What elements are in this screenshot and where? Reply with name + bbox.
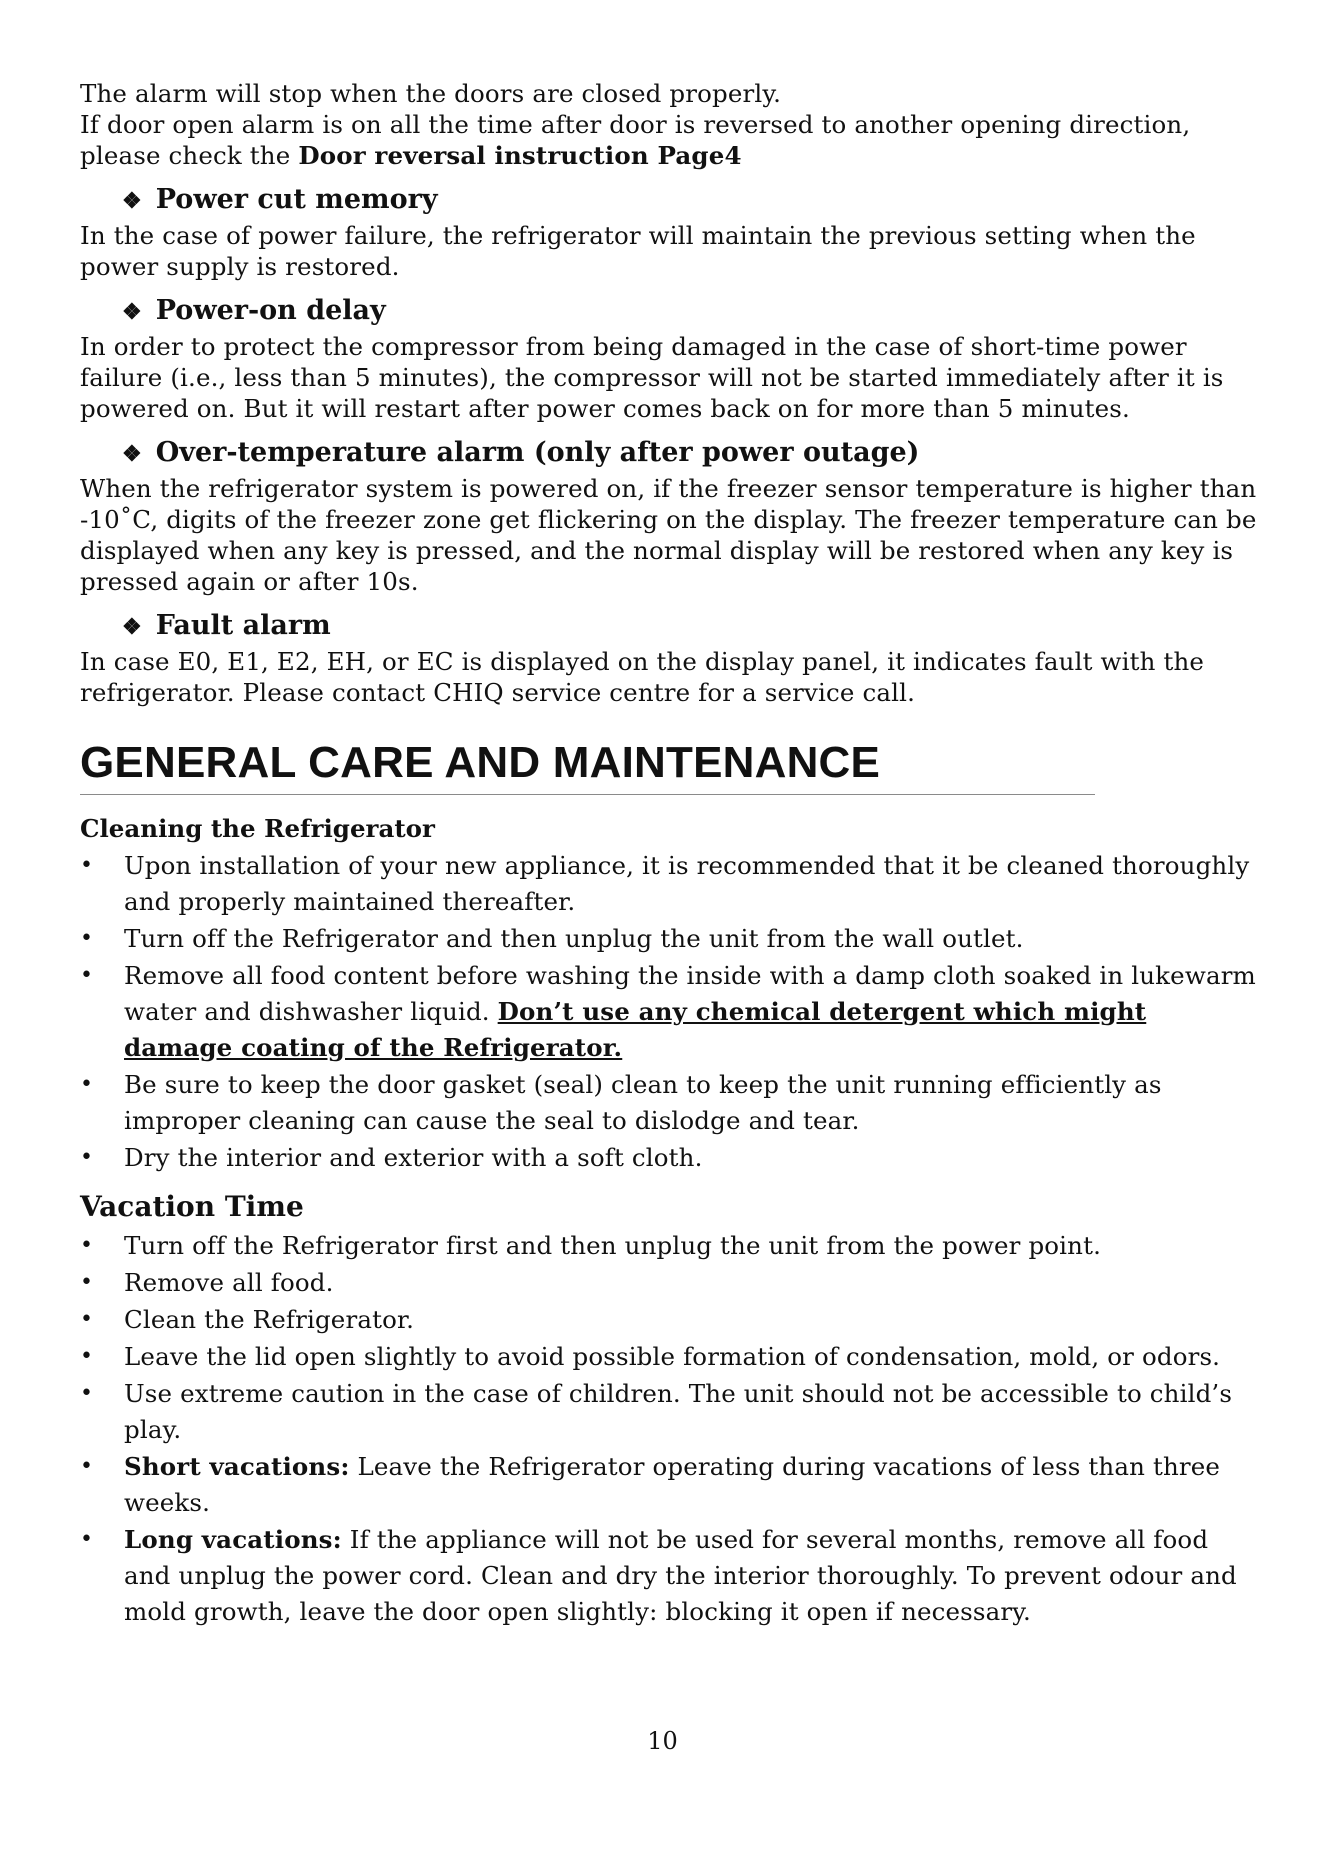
list-item — [80, 1522, 1260, 1630]
feature-title: Over-temperature alarm (only after power outage) — [155, 437, 920, 468]
long-vacations-label: Long vacations: — [124, 1525, 342, 1554]
list-item — [80, 1449, 1260, 1521]
diamond-bullet-icon: ❖ — [122, 441, 142, 467]
feature-heading-power-cut-memory — [122, 183, 1260, 218]
list-item: • Turn off the Refrigerator first and then unplug the unit from the power point. — [80, 1228, 1260, 1264]
list-item: • Dry the interior and exterior with a soft cloth. — [80, 1140, 1260, 1176]
intro-line-2 — [80, 109, 1260, 171]
feature-body-power-on-delay: In order to protect the compressor from being damaged in the case of short-time power failure (i.e., less than 5 minutes), the compressor will not be started immediately after it is powered on. But it will restart after power comes back on for more than 5 minutes. — [80, 332, 1224, 423]
page-number: 10 — [647, 1727, 678, 1755]
intro-line-2-text: If door open alarm is on all the time after door is reversed to another opening direction, please check the — [80, 110, 1191, 170]
cleaning-list — [80, 848, 1260, 1176]
vacation-list — [80, 1228, 1260, 1630]
diamond-bullet-icon: ❖ — [122, 614, 142, 640]
section-title: GENERAL CARE AND MAINTENANCE — [80, 738, 1095, 795]
list-item: • Use extreme caution in the case of children. The unit should not be accessible to child’s play. — [80, 1376, 1260, 1448]
feature-heading-power-on-delay — [122, 294, 1260, 329]
list-item — [80, 958, 1260, 1066]
list-item: • Clean the Refrigerator. — [80, 1302, 1260, 1338]
short-vacations-label: Short vacations: — [124, 1452, 350, 1481]
feature-body-over-temperature-alarm: When the refrigerator system is powered on, if the freezer sensor temperature is higher than -10˚C, digits of the freezer zone get flickering on the display. The freezer temperature can be displayed when any key is pressed, and the normal display will be restored when any key is pressed again or after 10s. — [80, 474, 1257, 596]
feature-body-power-cut-memory: In the case of power failure, the refrigerator will maintain the previous setting when the power supply is restored. — [80, 221, 1196, 281]
list-item-text: If the appliance will not be used for several months, remove all food and unplug the power cord. Clean and dry the interior thoroughly. To prevent odour and mold growth, leave the door open slightly: blocking it open if necessary. — [124, 1525, 1237, 1626]
list-item: • Upon installation of your new appliance, it is recommended that it be cleaned thoroughly and properly maintained thereafter. — [80, 848, 1260, 920]
list-item: • Leave the lid open slightly to avoid possible formation of condensation, mold, or odors. — [80, 1339, 1260, 1375]
list-item: • Be sure to keep the door gasket (seal) clean to keep the unit running efficiently as improper cleaning can cause the seal to dislodge and tear. — [80, 1067, 1260, 1139]
cleaning-heading: Cleaning the Refrigerator — [80, 814, 435, 843]
diamond-bullet-icon: ❖ — [122, 188, 142, 214]
intro-line-1: The alarm will stop when the doors are closed properly. — [80, 79, 782, 108]
manual-page — [80, 78, 1260, 1631]
list-item: • Turn off the Refrigerator and then unplug the unit from the wall outlet. — [80, 921, 1260, 957]
diamond-bullet-icon: ❖ — [122, 299, 142, 325]
list-item: • Remove all food. — [80, 1265, 1260, 1301]
feature-body-fault-alarm: In case E0, E1, E2, EH, or EC is displayed on the display panel, it indicates fault with the refrigerator. Please contact CHIQ service centre for a service call. — [80, 647, 1205, 707]
feature-heading-fault-alarm — [122, 609, 1260, 644]
feature-title: Fault alarm — [155, 610, 331, 641]
list-item-text: Leave the Refrigerator operating during vacations of less than three weeks. — [124, 1452, 1221, 1517]
feature-title: Power cut memory — [155, 184, 438, 215]
door-reversal-reference: Door reversal instruction Page4 — [298, 141, 742, 170]
vacation-heading: Vacation Time — [80, 1190, 304, 1223]
feature-heading-over-temperature-alarm — [122, 436, 1260, 471]
feature-title: Power-on delay — [155, 295, 386, 326]
chemical-detergent-warning: Don’t use any chemical detergent which might damage coating of the Refrigerator. — [124, 997, 1147, 1062]
list-item-text: Remove all food content before washing the inside with a damp cloth soaked in lukewarm water and dishwasher liquid. — [124, 961, 1256, 1026]
